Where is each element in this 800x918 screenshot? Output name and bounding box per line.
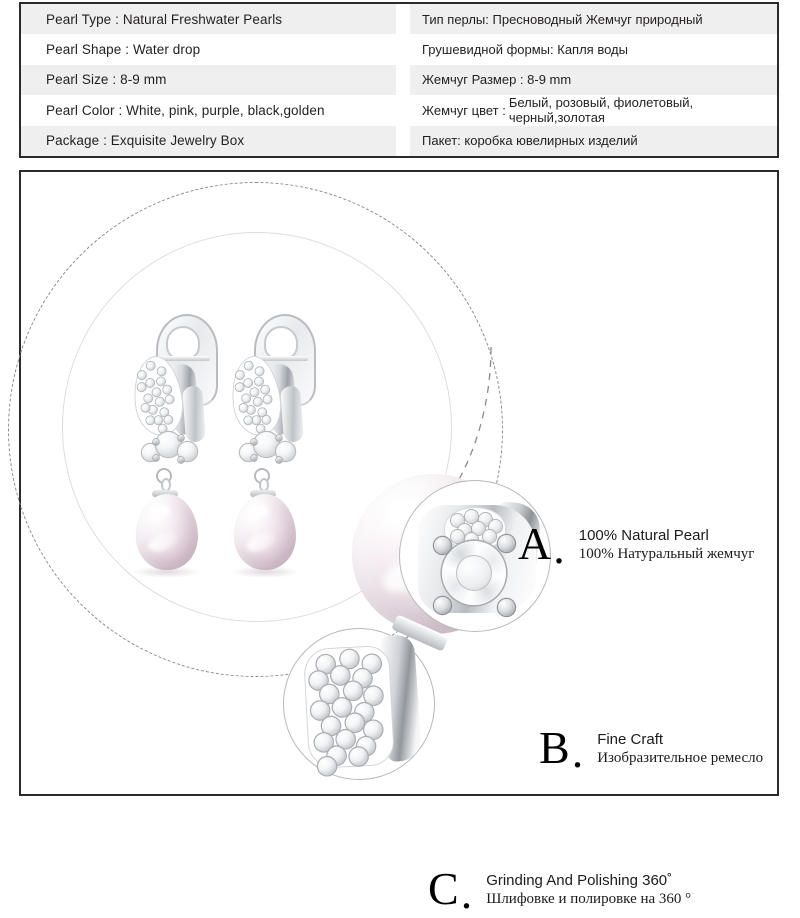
pave-stone <box>345 713 364 732</box>
spec-row <box>21 95 777 126</box>
pave-stone-block <box>303 645 395 769</box>
pave-stone <box>148 405 157 414</box>
product-image-panel <box>19 170 779 918</box>
pave-stone <box>261 385 270 394</box>
spec-cell-en <box>21 95 396 126</box>
spec-row <box>21 65 777 95</box>
spec-row <box>21 34 777 64</box>
spec-cell-ru <box>410 95 777 126</box>
annotation-a-dot: . <box>553 522 565 573</box>
spec-column-divider <box>396 34 410 64</box>
spec-row <box>21 4 777 34</box>
annotation-a-text-en: 100% Natural Pearl <box>578 527 709 544</box>
prong <box>153 455 159 461</box>
annotation-c <box>428 863 777 918</box>
spec-column-divider <box>396 65 410 95</box>
annotation-c-text-en: Grinding And Polishing 360˚ <box>486 872 673 889</box>
earring-stone-trio <box>142 430 198 474</box>
prong <box>434 537 451 554</box>
annotation-b-text-ru: Изобразительное ремесло <box>597 750 764 766</box>
pave-stone <box>252 416 261 425</box>
annotation-b-letter: B <box>539 722 570 773</box>
pave-stone <box>465 510 478 523</box>
pearl-shadow <box>132 566 202 578</box>
pave-stone <box>263 395 272 404</box>
pave-stone <box>333 698 352 717</box>
pave-stone <box>155 397 164 406</box>
spec-label-ru-value-line: Белый, розовый, фиолетовый, <box>508 95 694 111</box>
prong <box>498 535 515 552</box>
pave-stone <box>331 666 350 685</box>
earring-hoop-inner <box>166 326 200 360</box>
annotation-b-text-en: Fine Craft <box>597 731 664 748</box>
earring-left <box>126 312 222 577</box>
annotation-c-text-ru: Шлифовке и полировке на 360 ° <box>486 891 692 907</box>
spec-label-en: Pearl Type : Natural Freshwater Pearls <box>46 11 283 27</box>
pave-stone <box>154 416 163 425</box>
spec-label-ru: Пакет: коробка ювелирных изделий <box>422 133 638 149</box>
spec-cell-en <box>21 65 396 95</box>
annotation-a-letter: A <box>518 518 552 569</box>
annotation-b-dot: . <box>571 726 584 777</box>
pave-stone <box>146 378 155 387</box>
spec-label-ru: Жемчуг Размер : 8-9 mm <box>422 72 572 88</box>
spec-label-en: Pearl Shape : Water drop <box>46 42 201 58</box>
pave-stone <box>144 394 153 403</box>
earring-hoop-inner <box>264 326 298 360</box>
spec-cell-ru <box>410 34 777 64</box>
drop-pearl <box>234 494 296 570</box>
pave-stone <box>349 747 368 766</box>
specification-table <box>21 4 777 156</box>
pave-stone <box>246 405 255 414</box>
spec-label-ru-group <box>422 95 693 126</box>
prong <box>178 457 184 463</box>
pave-stone <box>164 415 173 424</box>
spec-label-en: Pearl Color : White, pink, purple, black,golden <box>46 102 325 118</box>
spec-label-ru-value-line: черный,золотая <box>508 110 605 126</box>
pave-stone <box>244 361 253 370</box>
prong <box>498 599 515 616</box>
pearl-shadow <box>230 566 300 578</box>
annotation-b-texts <box>593 728 777 767</box>
annotation-a-texts <box>575 524 777 563</box>
prong <box>153 439 159 445</box>
spec-column-divider <box>396 126 410 156</box>
spec-cell-ru <box>410 4 777 34</box>
pave-stone <box>254 377 263 386</box>
spec-cell-ru <box>410 126 777 156</box>
annotation-c-texts <box>482 869 777 908</box>
pave-stone <box>244 378 253 387</box>
pave-stone <box>157 367 166 376</box>
prong <box>276 457 282 463</box>
pave-stone <box>451 530 464 543</box>
pave-stone <box>163 385 172 394</box>
spec-cell-en <box>21 4 396 34</box>
pave-stone <box>137 371 146 380</box>
annotation-b <box>539 722 777 777</box>
earrings-pair-photo <box>126 312 326 577</box>
earring-right <box>224 312 320 577</box>
pave-stone <box>156 377 165 386</box>
prong <box>251 455 257 461</box>
pave-stone <box>336 730 355 749</box>
pave-stone <box>244 416 253 425</box>
image-stage <box>21 172 777 918</box>
pave-stone <box>242 394 251 403</box>
prong <box>178 435 184 441</box>
prong <box>276 435 282 441</box>
spec-row <box>21 126 777 156</box>
specification-table-panel <box>19 2 779 158</box>
annotation-a <box>518 518 777 573</box>
pave-stone <box>255 367 264 376</box>
pave-stone <box>152 388 161 397</box>
annotation-c-letter: C <box>428 863 459 914</box>
pave-stone <box>364 686 383 705</box>
spec-label-ru-key: Жемчуг цвет : <box>422 102 506 118</box>
spec-column-divider <box>396 4 410 34</box>
spec-cell-en <box>21 126 396 156</box>
pave-stone <box>146 361 155 370</box>
pave-stone <box>165 395 174 404</box>
cz-solitaire-stone <box>442 541 506 605</box>
pave-stone <box>235 371 244 380</box>
pave-stone <box>253 397 262 406</box>
annotation-a-text-ru: 100% Натуральный жемчуг <box>578 546 755 562</box>
pave-stone <box>340 649 359 668</box>
drop-pearl <box>136 494 198 570</box>
spec-label-en: Package : Exquisite Jewelry Box <box>46 133 245 149</box>
pave-stone <box>137 383 146 392</box>
spec-cell-en <box>21 34 396 64</box>
spec-label-ru: Тип перлы: Пресноводный Жемчуг природный <box>422 11 703 27</box>
pave-stone <box>344 681 363 700</box>
spec-label-ru-value <box>506 95 693 126</box>
pave-stone <box>146 416 155 425</box>
spec-label-en: Pearl Size : 8-9 mm <box>46 72 167 88</box>
pave-stone <box>250 388 259 397</box>
annotation-c-dot: . <box>460 867 473 918</box>
spec-column-divider <box>396 95 410 126</box>
spec-cell-ru <box>410 65 777 95</box>
pave-stone <box>262 415 271 424</box>
pave-stone <box>235 383 244 392</box>
earring-stone-trio <box>240 430 296 474</box>
detail-callout-c-polishing <box>283 628 435 780</box>
pave-stone <box>483 530 496 543</box>
pave-stone <box>318 757 337 776</box>
prong <box>251 439 257 445</box>
spec-label-ru: Грушевидной формы: Капля воды <box>422 42 628 58</box>
prong <box>434 597 451 614</box>
